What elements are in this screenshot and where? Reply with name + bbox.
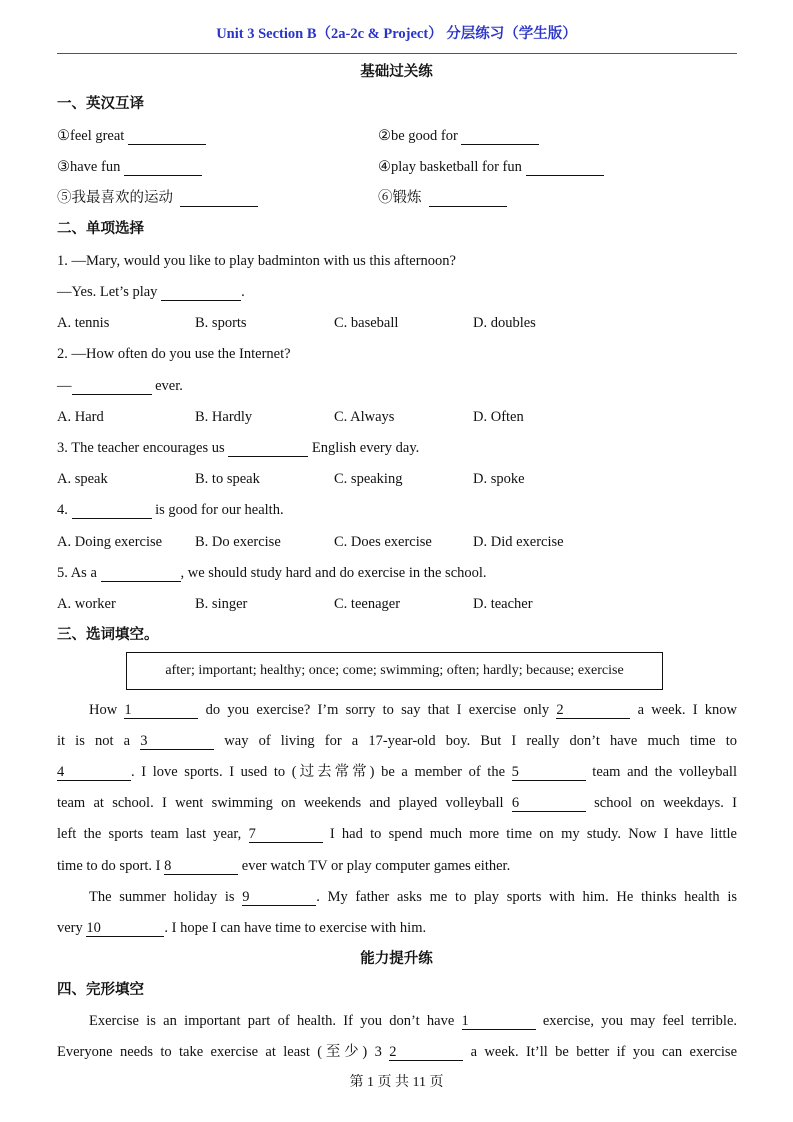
answer-blank[interactable] <box>72 502 152 519</box>
passage-text: ever watch TV or play computer games either. <box>238 858 511 874</box>
q2-stem-line2: — ever. <box>57 378 183 394</box>
numbered-blank[interactable]: 1 <box>462 1013 536 1030</box>
answer-blank[interactable] <box>161 284 241 301</box>
q5-stem: 5. As a , we should study hard and do exercise in the school. <box>57 565 487 581</box>
passage-line <box>57 918 737 938</box>
part1-heading: 一、英汉互译 <box>57 96 144 112</box>
passage-text: team and the volleyball <box>585 764 737 780</box>
q5-option-c[interactable]: C. teenager <box>334 596 401 612</box>
q3-option-b[interactable]: B. to speak <box>195 471 260 487</box>
passage-text: very <box>57 920 87 936</box>
q4-option-a[interactable]: A. Doing exercise <box>57 534 163 550</box>
passage-line <box>57 856 737 876</box>
header-divider <box>57 53 737 54</box>
passage-text: The summer holiday is <box>89 889 243 905</box>
q4-option-c[interactable]: C. Does exercise <box>334 534 432 550</box>
q5-option-a[interactable]: A. worker <box>57 596 116 612</box>
section-title-basic: 基础过关练 <box>360 64 433 80</box>
passage-line <box>57 762 737 782</box>
section-title-advanced: 能力提升练 <box>360 951 433 967</box>
numbered-blank[interactable]: 1 <box>124 702 198 719</box>
q3-option-a[interactable]: A. speak <box>57 471 108 487</box>
q3-stem: 3. The teacher encourages us English every day. <box>57 440 420 456</box>
passage-text: Exercise is an important part of health. If you don’t have <box>89 1013 462 1029</box>
q2-option-a[interactable]: A. Hard <box>57 409 104 425</box>
q1-option-a[interactable]: A. tennis <box>57 315 110 331</box>
q1-stem: 1. —Mary, would you like to play badminton with us this afternoon? <box>57 253 456 269</box>
answer-blank[interactable] <box>180 190 258 207</box>
q2-option-d[interactable]: D. Often <box>473 409 524 425</box>
answer-blank[interactable] <box>72 378 152 395</box>
q1-option-d[interactable]: D. doubles <box>473 315 536 331</box>
numbered-blank[interactable]: 2 <box>556 702 630 719</box>
part2-heading: 二、单项选择 <box>57 221 144 237</box>
passage-text: Everyone needs to take exercise at least (至少) 3 <box>57 1044 390 1060</box>
numbered-blank[interactable]: 5 <box>512 764 586 781</box>
passage-text: a week. I know <box>630 702 737 718</box>
part3-heading: 三、选词填空。 <box>57 627 159 643</box>
part1-item-6: ⑥锻炼 <box>378 188 507 208</box>
answer-blank[interactable] <box>526 159 604 176</box>
numbered-blank[interactable]: 3 <box>140 733 214 750</box>
q3-option-d[interactable]: D. spoke <box>473 471 525 487</box>
q4-option-b[interactable]: B. Do exercise <box>195 534 281 550</box>
passage-line <box>89 887 737 907</box>
part4-heading: 四、完形填空 <box>57 982 144 998</box>
answer-blank[interactable] <box>228 440 308 457</box>
numbered-blank[interactable]: 7 <box>249 826 323 843</box>
q5-option-b[interactable]: B. singer <box>195 596 248 612</box>
q2-option-c[interactable]: C. Always <box>334 409 395 425</box>
q3-option-c[interactable]: C. speaking <box>334 471 403 487</box>
part1-item-1: ①feel great <box>57 126 206 146</box>
q1-stem-line2: —Yes. Let’s play . <box>57 284 245 300</box>
q2-stem: 2. —How often do you use the Internet? <box>57 346 291 362</box>
answer-blank[interactable] <box>128 128 206 145</box>
q1-option-c[interactable]: C. baseball <box>334 315 399 331</box>
passage-text: . My father asks me to play sports with him. He thinks health is <box>316 889 737 905</box>
part1-item-4: ④play basketball for fun <box>378 157 604 177</box>
passage-line <box>57 824 737 844</box>
part1-item-5: ⑤我最喜欢的运动 <box>57 188 258 208</box>
part1-item-2: ②be good for <box>378 126 539 146</box>
q5-option-d[interactable]: D. teacher <box>473 596 533 612</box>
passage-line <box>57 793 737 813</box>
numbered-blank[interactable]: 4 <box>57 764 131 781</box>
answer-blank[interactable] <box>101 565 181 582</box>
passage-text: exercise, you may feel terrible. <box>535 1013 737 1029</box>
q4-option-d[interactable]: D. Did exercise <box>473 534 564 550</box>
passage-line <box>57 1042 737 1062</box>
q2-option-b[interactable]: B. Hardly <box>195 409 253 425</box>
passage-text: time to do sport. I <box>57 858 165 874</box>
passage-text: left the sports team last year, <box>57 826 249 842</box>
answer-blank[interactable] <box>124 159 202 176</box>
numbered-blank[interactable]: 8 <box>164 858 238 875</box>
passage-line <box>57 731 737 751</box>
numbered-blank[interactable]: 2 <box>389 1044 463 1061</box>
passage-text: . I love sports. I used to (过去常常) be a member of the <box>131 764 512 780</box>
passage-text: a week. It’ll be better if you can exercise <box>463 1044 738 1060</box>
passage-text: How <box>89 702 125 718</box>
q1-option-b[interactable]: B. sports <box>195 315 247 331</box>
answer-blank[interactable] <box>461 128 539 145</box>
page-footer: 第 1 页 共 11 页 <box>349 1075 444 1090</box>
passage-text: school on weekdays. I <box>585 795 737 811</box>
numbered-blank[interactable]: 6 <box>512 795 586 812</box>
passage-text: way of living for a 17-year-old boy. But I really don’t have much time to <box>214 733 737 749</box>
q4-stem: 4. is good for our health. <box>57 502 284 518</box>
passage-text: it is not a <box>57 733 141 749</box>
passage-line <box>89 1011 737 1031</box>
passage-text: . I hope I can have time to exercise with him. <box>164 920 427 936</box>
numbered-blank[interactable]: 10 <box>86 920 164 937</box>
passage-text: do you exercise? I’m sorry to say that I exercise only <box>198 702 557 718</box>
word-bank-box: after; important; healthy; once; come; swimming; often; hardly; because; exercise <box>126 652 663 690</box>
passage-text: I had to spend much more time on my study. Now I have little <box>322 826 737 842</box>
passage-line <box>89 700 737 720</box>
page-header-title: Unit 3 Section B（2a-2c & Project） 分层练习（学生版） <box>216 26 577 42</box>
answer-blank[interactable] <box>429 190 507 207</box>
part1-item-3: ③have fun <box>57 157 202 177</box>
numbered-blank[interactable]: 9 <box>242 889 316 906</box>
passage-text: team at school. I went swimming on weekends and played volleyball <box>57 795 512 811</box>
